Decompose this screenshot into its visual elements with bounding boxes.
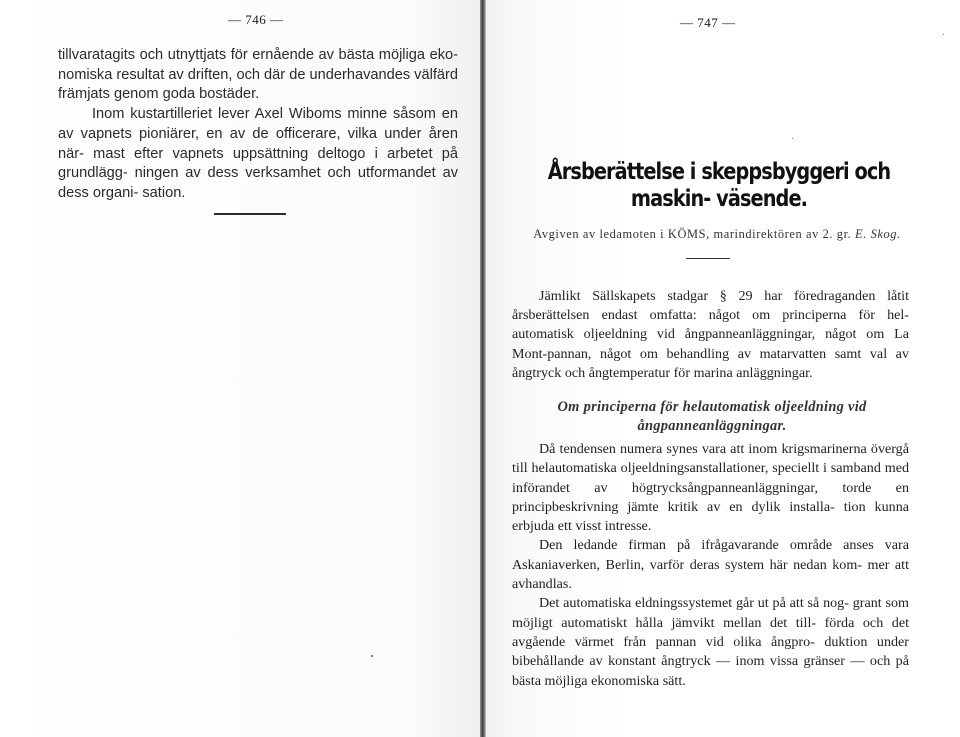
- section-paragraph-2: Den ledande firman på ifrågavarande område anses vara Askaniaverken, Berlin, varför deras system här nedan kom- mer att avhandlas.: [512, 537, 909, 593]
- paper-speck: [792, 138, 793, 139]
- intro-paragraph: Jämlikt Sällskapets stadgar § 29 har föredraganden låtit årsberättelsen endast omfatta: något om principerna för hel- automatisk oljeeldning vid ångpanneanläggningar, något om La Mont-pannan, något om behandling av matarvatten samt val av ångtryck och ångtemperatur för marina anläggningar.: [512, 288, 909, 381]
- left-paragraph-2: Inom kustartilleriet lever Axel Wiboms minne såsom en av vapnets pioniärer, en av de officerare, vilka under åren när- mast efter vapnets uppsättning deltogo i arbetet på grundlägg- ningen av dess verksamhet och utformandet av dess organi- sation.: [58, 106, 458, 201]
- section-paragraph-1: Då tendensen numera synes vara att inom krigsmarinerna övergå till helautomatiska oljeeldningsanstallationer, speciellt i samband med införandet av högtrycksångpanneanläggningar, torde en principbeskrivning jämte kritik av en dylik installa- tion kunna erbjuda ett visst intresse.: [512, 441, 909, 535]
- section-heading: Om principerna för helautomatisk oljeeldning vid ångpanneanläggningar.: [557, 399, 867, 434]
- paper-speck: [943, 34, 944, 35]
- paper-speck: [371, 655, 373, 657]
- page-number-left: — 746 —: [228, 12, 284, 27]
- title-rule: [686, 258, 730, 259]
- byline-prefix: Avgiven av ledamoten i KÖMS, marindirektören av 2. gr.: [533, 227, 852, 241]
- byline-author: E. Skog.: [855, 227, 901, 241]
- section-body: [512, 440, 909, 691]
- section-end-rule: [214, 213, 286, 215]
- intro-body: [512, 287, 909, 383]
- section-paragraph-3: Det automatiska eldningssystemet går ut på att så nog- grant som möjligt automatiskt hålla jämvikt mellan det till- förda och det avgående värmet från pannan vid olika ångpro- duktion under bibehållande av konstant ångtryck — inom vissa gränser — och på bästa möjliga ekonomiska sätt.: [512, 595, 909, 689]
- left-page-body: [58, 46, 458, 204]
- article-title: Årsberättelse i skeppsbyggeri och maskin- väsende.: [547, 159, 891, 212]
- left-paragraph-1: tillvaratagits och utnyttjats för ernående av bästa möjliga eko- nomiska resultat av driften, och där de underhavandes välfärd främjats genom goda bostäder.: [58, 47, 458, 103]
- page-number-right: — 747 —: [680, 15, 736, 30]
- byline: [512, 227, 922, 242]
